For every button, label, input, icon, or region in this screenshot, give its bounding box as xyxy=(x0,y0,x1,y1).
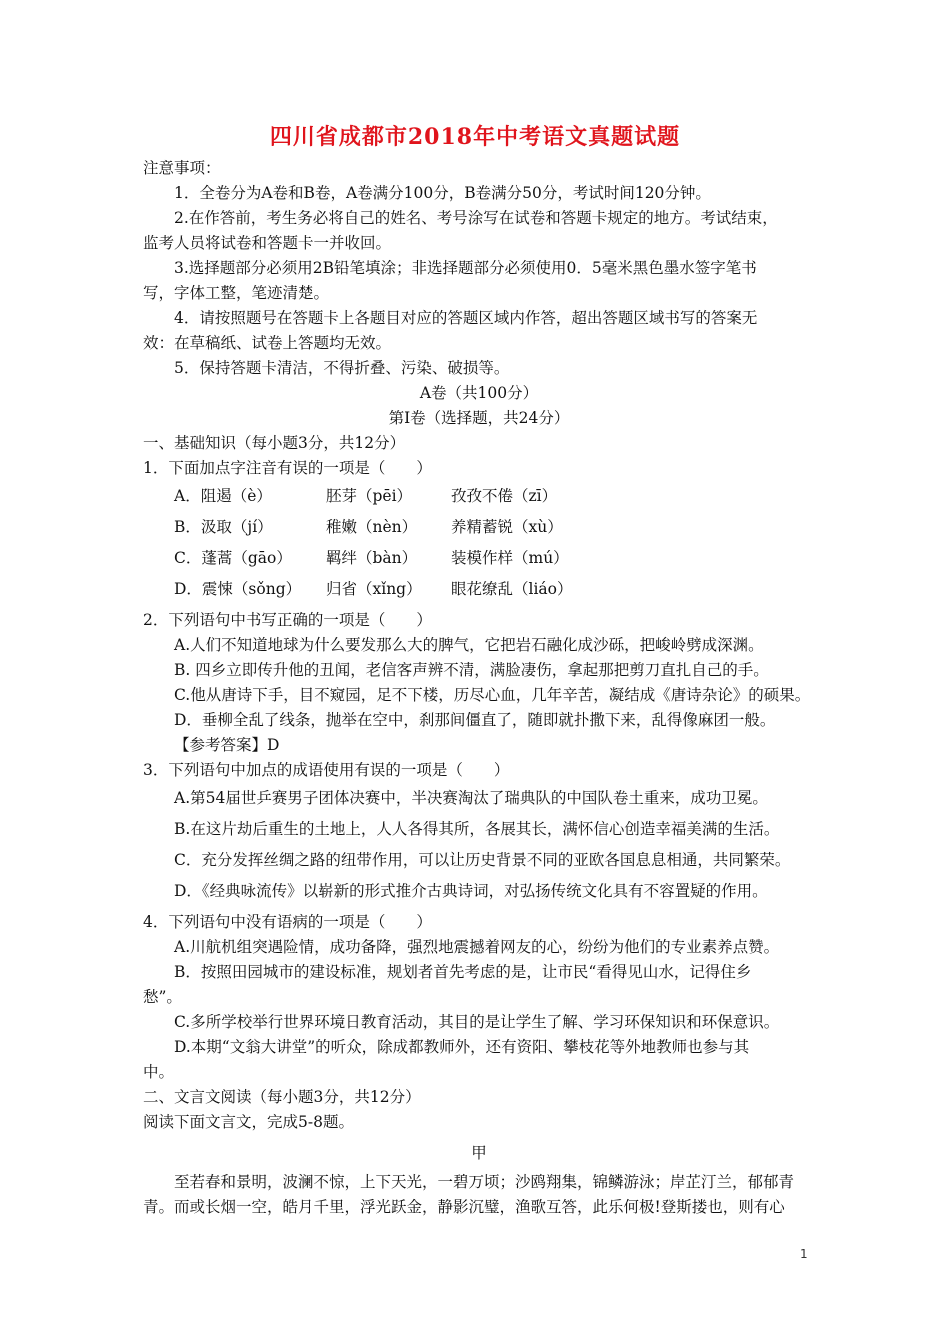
read-instruction: 阅读下面文言文，完成5-8题。 xyxy=(143,1113,354,1131)
group-2-heading: 二、文言文阅读（每小题3分，共12分） xyxy=(143,1088,421,1106)
q4-line: B．按照田园城市的建设标准，规划者首先考虑的是，让市民“看得见山水，记得住乡 xyxy=(174,963,752,981)
notice-item: 5．保持答题卡清洁，不得折叠、污染、破损等。 xyxy=(174,359,510,377)
notice-item: 1．全卷分为A卷和B卷，A卷满分100分，B卷满分50分，考试时间120分钟。 xyxy=(174,184,711,202)
q1-d-3: 眼花缭乱（liáo） xyxy=(451,580,573,598)
passage-label: 甲 xyxy=(471,1144,487,1162)
q1-d-2: 归省（xǐng） xyxy=(326,580,422,598)
q4-line: D.本期“文翁大讲堂”的听众，除成都教师外，还有资阳、攀枝花等外地教师也参与其 xyxy=(174,1038,750,1056)
page-number: 1 xyxy=(800,1247,808,1261)
q3-stem: 3．下列语句中加点的成语使用有误的一项是（ ） xyxy=(143,761,510,779)
q2-stem: 2．下列语句中书写正确的一项是（ ） xyxy=(143,611,432,629)
q2-option: D．垂柳全乱了线条，抛举在空中，刹那间僵直了，随即就扑撒下来，乱得像麻团一般。 xyxy=(174,711,776,729)
q1-option-row xyxy=(143,574,815,605)
q2-option: B. 四乡立即传升他的丑闻，老信客声辨不清，满脸凄伤，拿起那把剪刀直扎自己的手。 xyxy=(174,661,769,679)
q2-option: C.他从唐诗下手，目不窥园，足不下楼，历尽心血，几年辛苦，凝结成《唐诗杂论》的硕果。 xyxy=(174,686,811,704)
q1-stem: 1．下面加点字注音有误的一项是（ ） xyxy=(143,459,432,477)
q1-option-row xyxy=(143,543,815,574)
passage-line: 至若春和景明，波澜不惊，上下天光，一碧万顷；沙鸥翔集，锦鳞游泳；岸芷汀兰，郁郁青 xyxy=(174,1173,795,1191)
notice-item: 效：在草稿纸、试卷上答题均无效。 xyxy=(143,334,392,352)
q1-option-row xyxy=(143,512,815,543)
q1-c-2: 羁绊（bàn） xyxy=(326,549,418,567)
group-1-heading: 一、基础知识（每小题3分，共12分） xyxy=(143,434,406,452)
q2-answer: 【参考答案】D xyxy=(174,736,280,754)
q2-option: A.人们不知道地球为什么要发那么大的脾气，它把岩石融化成沙砾，把峻岭劈成深渊。 xyxy=(174,636,764,654)
q1-d-1: D．震悚（sǒng） xyxy=(174,580,302,598)
notice-item: 监考人员将试卷和答题卡一并收回。 xyxy=(143,234,392,252)
q1-a-3: 孜孜不倦（zī） xyxy=(451,487,558,505)
q4-line: A.川航机组突遇险情，成功备降，强烈地震撼着网友的心，纷纷为他们的专业素养点赞。 xyxy=(174,938,780,956)
q3-option: B.在这片劫后重生的土地上，人人各得其所，各展其长，满怀信心创造幸福美满的生活。 xyxy=(174,820,780,838)
q3-option: A.第54届世乒赛男子团体决赛中，半决赛淘汰了瑞典队的中国队卷土重来，成功卫冕。 xyxy=(174,789,768,807)
notice-item: 3.选择题部分必须用2B铅笔填涂；非选择题部分必须使用0．5毫米黑色墨水签字笔书 xyxy=(174,259,757,277)
q1-option-row xyxy=(143,481,815,512)
q3-option: C．充分发挥丝绸之路的纽带作用，可以让历史背景不同的亚欧各国息息相通，共同繁荣。 xyxy=(174,851,791,869)
q3-option: D．《经典咏流传》以崭新的形式推介古典诗词，对弘扬传统文化具有不容置疑的作用。 xyxy=(174,882,768,900)
q4-line: 愁”。 xyxy=(143,988,182,1006)
q1-b-3: 养精蓄锐（xù） xyxy=(451,518,563,536)
notice-item: 4．请按照题号在答题卡上各题目对应的答题区域内作答，超出答题区域书写的答案无 xyxy=(174,309,758,327)
document-body xyxy=(143,156,815,1220)
q4-line: C.多所学校举行世界环境日教育活动，其目的是让学生了解、学习环保知识和环保意识。 xyxy=(174,1013,780,1031)
passage-line: 青。而或长烟一空，皓月千里，浮光跃金，静影沉璧，渔歌互答，此乐何极!登斯搂也，则有心 xyxy=(143,1198,785,1216)
notice-heading: 注意事项： xyxy=(143,159,221,177)
q1-a-1: A．阻遏（è） xyxy=(174,487,272,505)
section-a-heading: A卷（共100分） xyxy=(419,384,539,402)
q4-stem: 4．下列语句中没有语病的一项是（ ） xyxy=(143,913,432,931)
notice-item: 写，字体工整，笔迹清楚。 xyxy=(143,284,330,302)
q1-c-1: C．蓬蒿（gāo） xyxy=(174,549,292,567)
q1-b-2: 稚嫩（nèn） xyxy=(326,518,418,536)
q1-a-2: 胚芽（pēi） xyxy=(326,487,413,505)
q4-line: 中。 xyxy=(143,1063,175,1081)
q1-b-1: B．汲取（jí） xyxy=(174,518,273,536)
document-title: 四川省成都市2018年中考语文真题试题 xyxy=(269,124,681,150)
part-1-heading: 第Ⅰ卷（选择题，共24分） xyxy=(388,409,570,427)
q1-c-3: 装模作样（mú） xyxy=(451,549,569,567)
notice-item: 2.在作答前，考生务必将自己的姓名、考号涂写在试卷和答题卡规定的地方。考试结束， xyxy=(174,209,778,227)
